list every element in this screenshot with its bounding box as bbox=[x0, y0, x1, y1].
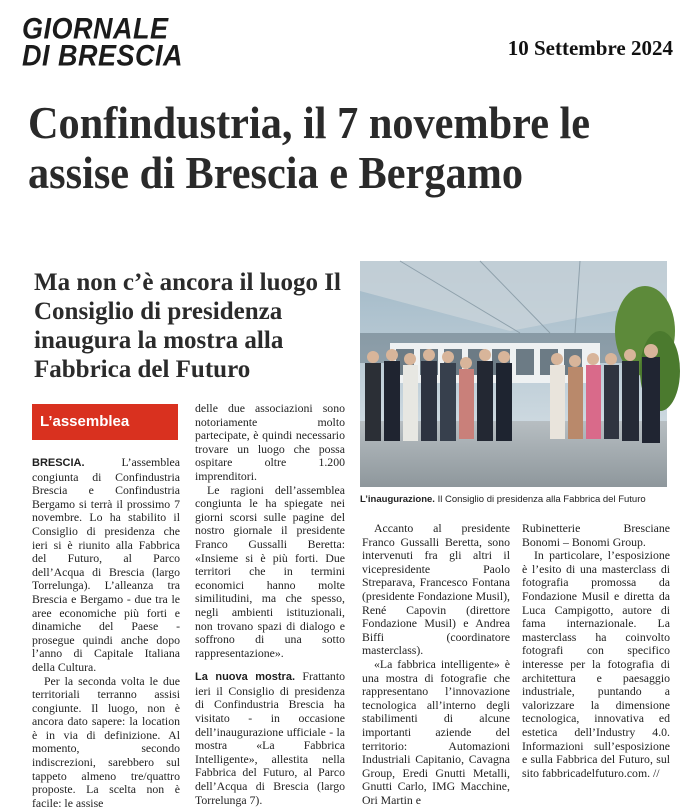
newspaper-masthead bbox=[22, 16, 222, 74]
section-subhead: La nuova mostra. bbox=[195, 671, 295, 683]
article-headline: Confindustria, il 7 novembre le assise di Brescia e Bergamo bbox=[28, 98, 639, 198]
masthead-line-1: GIORNALE bbox=[22, 15, 222, 44]
paragraph: Per la seconda volta le due territoriali terranno assisi congiunte. Il luogo, non è ancora dato sapere: la location è in via di definizione. Al momento, secondo indiscrezioni, sarebbero sul tappeto almeno tre/quattro proposte. La scelta non è facile: le assise bbox=[32, 675, 180, 810]
paragraph: Accanto al presidente Franco Gussalli Beretta, sono intervenuti fra gli altri il vicepresidente Paolo Streparava, Francesco Fontana (presidente Fondazione Musil), René Capovin (direttore Fondazione Musil) e Andrea Biffi (coordinatore masterclass). bbox=[362, 522, 510, 658]
paragraph: delle due associazioni sono notoriamente molto partecipate, è quindi necessario trovare un luogo che possa ospitare oltre 1.200 imprenditori. bbox=[195, 402, 345, 484]
photo-caption bbox=[360, 494, 670, 506]
caption-text: Il Consiglio di presidenza alla Fabbrica del Futuro bbox=[435, 494, 646, 505]
article-column-2 bbox=[195, 402, 345, 807]
paragraph: «La fabbrica intelligente» è una mostra di fotografie che rappresentano l’innovazione tecnologica all’interno degli stabilimenti di alcune importanti aziende del territorio: Automazioni Industriali Capitanio, Cavagna Group, Eredi Gnutti Metalli, Gnutti Carlo, IMG Macchine, Ori Martin e bbox=[362, 658, 510, 808]
article-column-1 bbox=[32, 456, 180, 810]
article-subheadline: Ma non c’è ancora il luogo Il Consiglio di presidenza inaugura la mostra alla Fabbrica del Futuro bbox=[34, 268, 354, 384]
group-photo-illustration bbox=[360, 261, 667, 487]
inauguration-photo bbox=[360, 261, 667, 487]
paragraph: La nuova mostra. Frattanto ieri il Consiglio di presidenza di Confindustria Brescia ha visitato - in occasione dell’inaugurazione ufficiale - la mostra «La Fabbrica Intelligente», allestita nella Fabbrica del Futuro, al Parco dell’Acqua di Brescia (largo Torrelunga 7). bbox=[195, 670, 345, 807]
caption-lead: L’inaugurazione. bbox=[360, 494, 435, 505]
paragraph: In particolare, l’esposizione è l’esito di una masterclass di fotografia promossa da Fondazione Musil e diretta da Luca Campigotto, autore di fama internazionale. La masterclass ha coinvolto fotografi con specifico interesse per la fotografia di architettura e paesaggio industriale, puntando a valorizzare la dimensione tecnologica, innovativa ed estetica dell’Industry 4.0. Informazioni sull’esposizione e sulla Fabbrica del Futuro, sul sito fabbricadelfuturo.com. // bbox=[522, 549, 670, 780]
paragraph: BRESCIA. L’assemblea congiunta di Confindustria Brescia e Confindustria Bergamo si terrà il prossimo 7 novembre. Lo ha stabilito il Consiglio di presidenza che ieri si è riunito alla Fabbrica del Futuro, al Parco dell’Acqua di Brescia (largo Torrelunga). L’alleanza tra Brescia e Bergamo - due tra le aree economiche più forti e dinamiche del Paese - prosegue quindi anche dopo l’anno di Capitale Italiana della Cultura. bbox=[32, 456, 180, 675]
article-column-3 bbox=[362, 522, 510, 807]
paragraph: Le ragioni dell’assemblea congiunta le ha spiegate nei giorni scorsi sulle pagine del nostro giornale il presidente Franco Gussalli Beretta: «Insieme si è più forti. Due territori che in termini economici hanno molte similitudini, ma che spesso, negli ambienti istituzionali, non trovano spazi di dialogo e soffrono di una sotto rappresentazione». bbox=[195, 484, 345, 661]
publication-date: 10 Settembre 2024 bbox=[508, 36, 673, 61]
dateline: BRESCIA. bbox=[32, 457, 85, 469]
article-column-4 bbox=[522, 522, 670, 780]
masthead-line-2: DI BRESCIA bbox=[22, 42, 222, 71]
paragraph: Rubinetterie Bresciane Bonomi – Bonomi Group. bbox=[522, 522, 670, 549]
section-kicker: L’assemblea bbox=[32, 404, 178, 440]
